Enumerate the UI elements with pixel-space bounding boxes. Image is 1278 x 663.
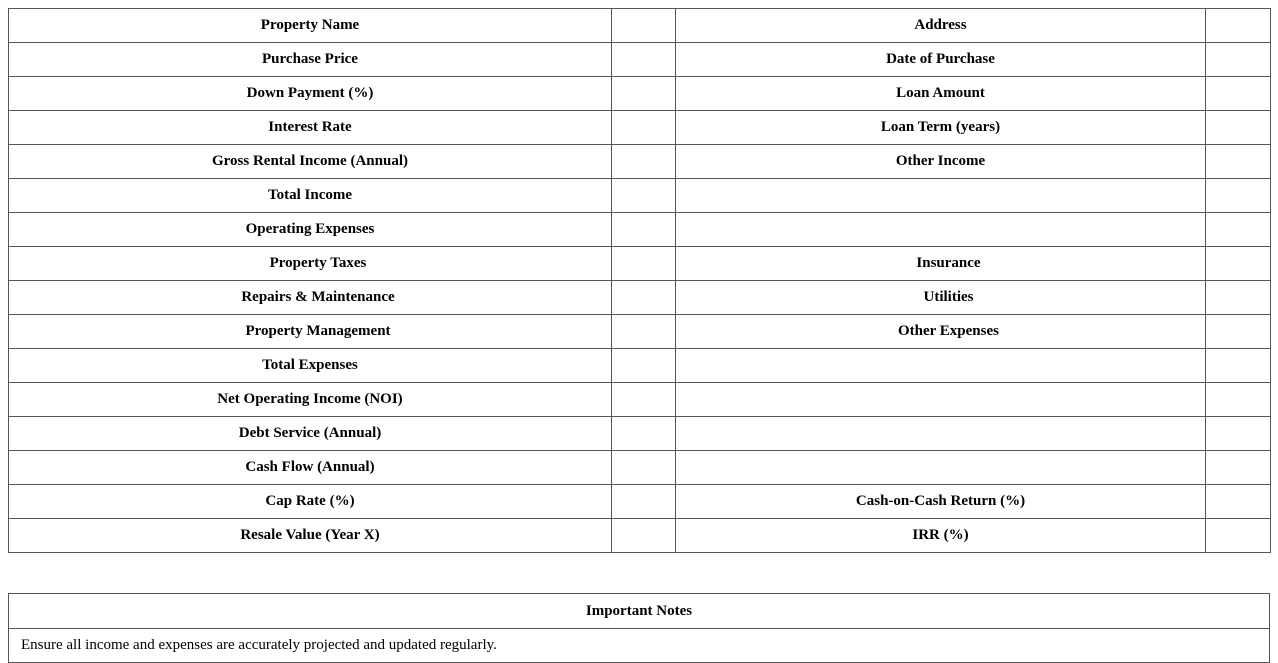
table-row [9, 383, 1271, 417]
left-field-label: Net Operating Income (NOI) [9, 383, 612, 417]
left-field-value[interactable] [612, 485, 676, 519]
table-row [9, 213, 1271, 247]
right-field-label: Other Expenses [676, 315, 1206, 349]
table-row [9, 417, 1271, 451]
right-field-value[interactable] [1206, 417, 1271, 451]
left-field-label: Operating Expenses [9, 213, 612, 247]
right-field-label: Loan Term (years) [676, 111, 1206, 145]
right-field-value[interactable] [1206, 383, 1271, 417]
right-field-label: Cash-on-Cash Return (%) [676, 485, 1206, 519]
right-field-label [676, 451, 1206, 485]
left-field-label: Resale Value (Year X) [9, 519, 612, 553]
right-field-value[interactable] [1206, 281, 1271, 315]
right-field-value[interactable] [1206, 145, 1271, 179]
left-field-value[interactable] [612, 417, 676, 451]
left-field-value[interactable] [612, 281, 676, 315]
right-field-value[interactable] [1206, 451, 1271, 485]
right-field-label: IRR (%) [676, 519, 1206, 553]
left-field-label: Property Management [9, 315, 612, 349]
table-row [9, 77, 1271, 111]
right-field-value[interactable] [1206, 213, 1271, 247]
right-field-label: Date of Purchase [676, 43, 1206, 77]
left-field-value[interactable] [612, 9, 676, 43]
left-field-value[interactable] [612, 315, 676, 349]
left-field-value[interactable] [612, 213, 676, 247]
right-field-label [676, 213, 1206, 247]
left-field-value[interactable] [612, 111, 676, 145]
left-field-label: Down Payment (%) [9, 77, 612, 111]
left-field-label: Purchase Price [9, 43, 612, 77]
left-field-label: Repairs & Maintenance [9, 281, 612, 315]
right-field-label: Other Income [676, 145, 1206, 179]
right-field-label [676, 179, 1206, 213]
right-field-value[interactable] [1206, 315, 1271, 349]
right-field-label [676, 417, 1206, 451]
important-notes-table [8, 593, 1270, 663]
table-row [9, 315, 1271, 349]
table-row [9, 451, 1271, 485]
right-field-label: Address [676, 9, 1206, 43]
left-field-value[interactable] [612, 247, 676, 281]
right-field-value[interactable] [1206, 349, 1271, 383]
table-row [9, 519, 1271, 553]
property-analysis-body [9, 9, 1271, 553]
table-row [9, 349, 1271, 383]
table-row [9, 179, 1271, 213]
table-row [9, 247, 1271, 281]
notes-title: Important Notes [9, 594, 1270, 629]
left-field-label: Property Name [9, 9, 612, 43]
notes-row [9, 629, 1270, 663]
left-field-label: Property Taxes [9, 247, 612, 281]
right-field-label: Loan Amount [676, 77, 1206, 111]
notes-header-row [9, 594, 1270, 629]
right-field-label [676, 383, 1206, 417]
left-field-value[interactable] [612, 77, 676, 111]
table-row [9, 111, 1271, 145]
left-field-value[interactable] [612, 43, 676, 77]
left-field-label: Gross Rental Income (Annual) [9, 145, 612, 179]
right-field-label: Insurance [676, 247, 1206, 281]
right-field-value[interactable] [1206, 77, 1271, 111]
right-field-value[interactable] [1206, 111, 1271, 145]
left-field-value[interactable] [612, 179, 676, 213]
left-field-value[interactable] [612, 349, 676, 383]
right-field-label [676, 349, 1206, 383]
right-field-value[interactable] [1206, 247, 1271, 281]
table-row [9, 485, 1271, 519]
table-row [9, 145, 1271, 179]
left-field-label: Debt Service (Annual) [9, 417, 612, 451]
left-field-label: Total Income [9, 179, 612, 213]
table-row [9, 281, 1271, 315]
left-field-value[interactable] [612, 145, 676, 179]
property-analysis-table [8, 8, 1271, 553]
left-field-value[interactable] [612, 451, 676, 485]
right-field-value[interactable] [1206, 179, 1271, 213]
note-text: Ensure all income and expenses are accurately projected and updated regularly. [9, 629, 1270, 663]
left-field-value[interactable] [612, 383, 676, 417]
left-field-label: Total Expenses [9, 349, 612, 383]
right-field-value[interactable] [1206, 485, 1271, 519]
right-field-value[interactable] [1206, 43, 1271, 77]
left-field-label: Interest Rate [9, 111, 612, 145]
right-field-value[interactable] [1206, 9, 1271, 43]
left-field-value[interactable] [612, 519, 676, 553]
left-field-label: Cap Rate (%) [9, 485, 612, 519]
table-row [9, 43, 1271, 77]
table-row [9, 9, 1271, 43]
right-field-label: Utilities [676, 281, 1206, 315]
right-field-value[interactable] [1206, 519, 1271, 553]
notes-body [9, 629, 1270, 663]
left-field-label: Cash Flow (Annual) [9, 451, 612, 485]
